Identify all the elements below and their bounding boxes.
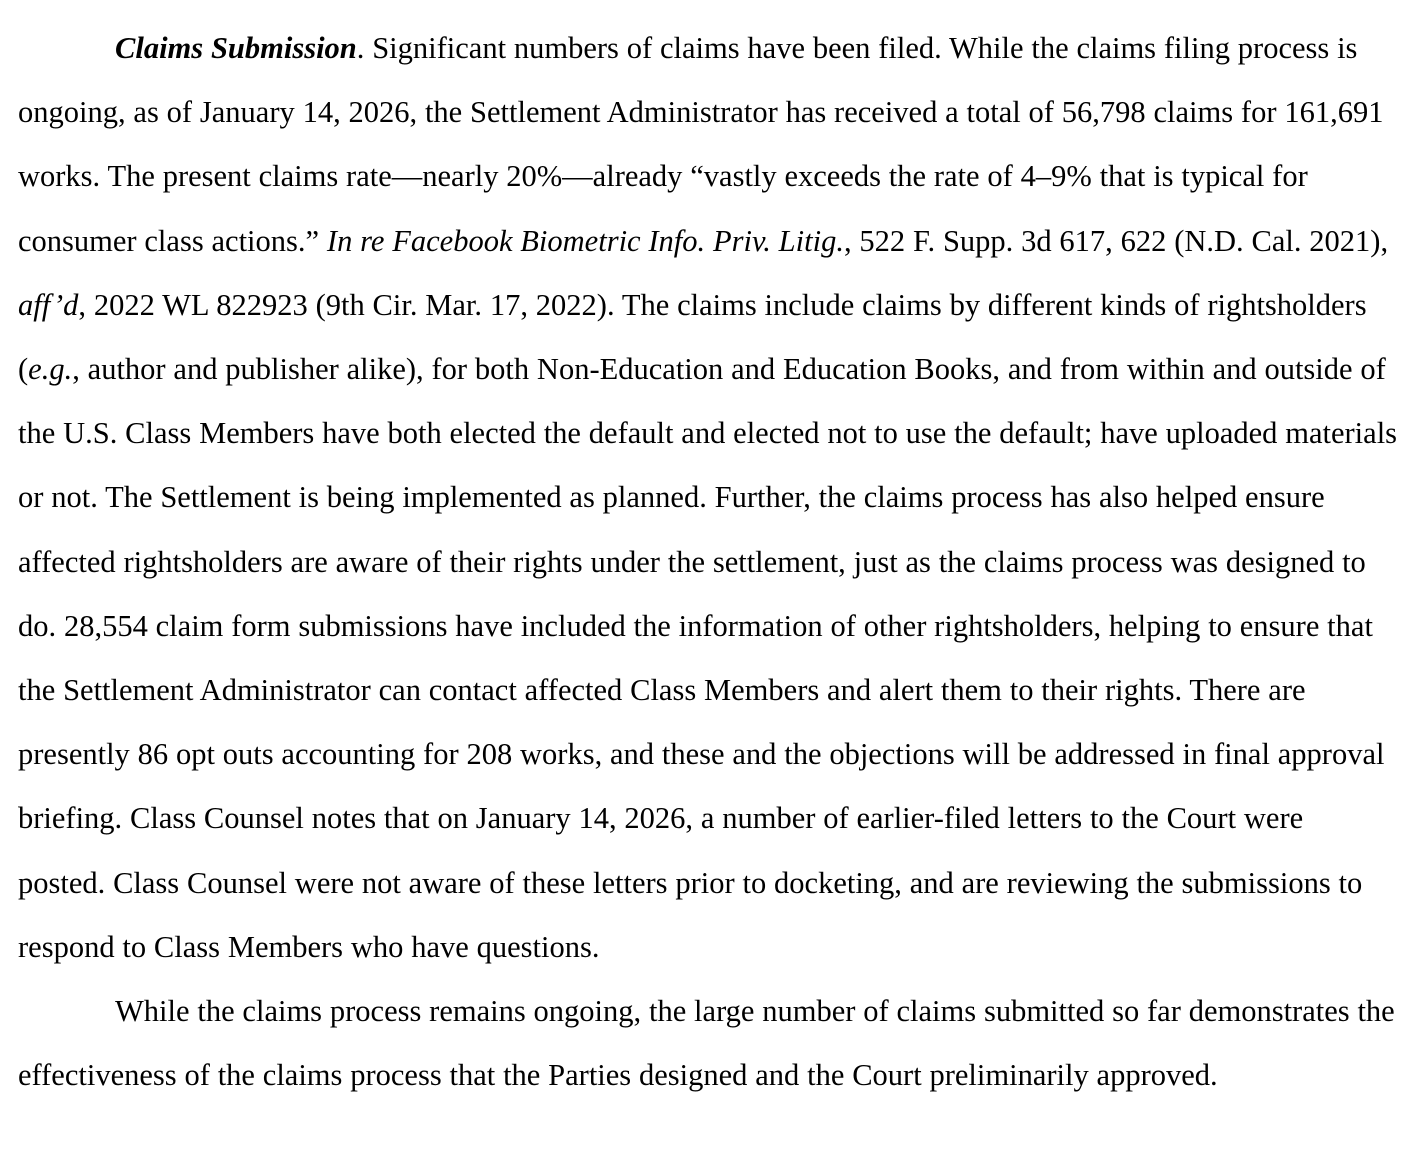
paragraph-text-run: While the claims process remains ongoing, the large number of claims submitted so far demonstrates the effectiveness of the claims process that the Parties designed and the Court preliminarily approved. [18, 994, 1395, 1093]
paragraph-text-run: , 522 F. Supp. 3d 617, 622 (N.D. Cal. 2021), [843, 223, 1389, 258]
document-body [18, 0, 1398, 1107]
subsequent-history-signal: aff’d [18, 287, 79, 322]
paragraph-text-run: , author and publisher alike), for both Non-Education and Education Books, and from within and outside of the U.S. Class Members have both elected the default and elected not to use the default; have uploaded materials or not. The Settlement is being implemented as planned. Further, the claims process has also helped ensure affected rightsholders are aware of their rights under the settlement, just as the claims process was designed to do. 28,554 claim form submissions have included the information of other rightsholders, helping to ensure that the Settlement Administrator can contact affected Class Members and alert them to their rights. There are presently 86 opt outs accounting for 208 works, and these and the objections will be addressed in final approval briefing. Class Counsel notes that on January 14, 2026, a number of earlier-filed letters to the Court were posted. Class Counsel were not aware of these letters prior to docketing, and are reviewing the submissions to respond to Class Members who have questions. [18, 352, 1398, 964]
paragraph-claims-submission [18, 0, 1398, 979]
paragraph-heading-claims-submission: Claims Submission [115, 31, 357, 65]
eg-signal: e.g. [28, 352, 73, 387]
paragraph-text-run: , 2022 WL 822923 (9th Cir. Mar. 17, 2022). The claims include claims by different kinds of rightsholders ( [18, 287, 1367, 387]
paragraph-claims-process-effectiveness [18, 979, 1398, 1107]
case-name-citation: In re Facebook Biometric Info. Priv. Litig. [326, 223, 844, 258]
paragraph-text-run: . Significant numbers of claims have been filed. While the claims filing process is ongoing, as of January 14, 2026, the Settlement Administrator has received a total of 56,798 claims for 161,691 works. The present claims rate—nearly 20%—already “vastly exceeds the rate of 4–9% that is typical for consumer class actions.” [18, 31, 1384, 258]
